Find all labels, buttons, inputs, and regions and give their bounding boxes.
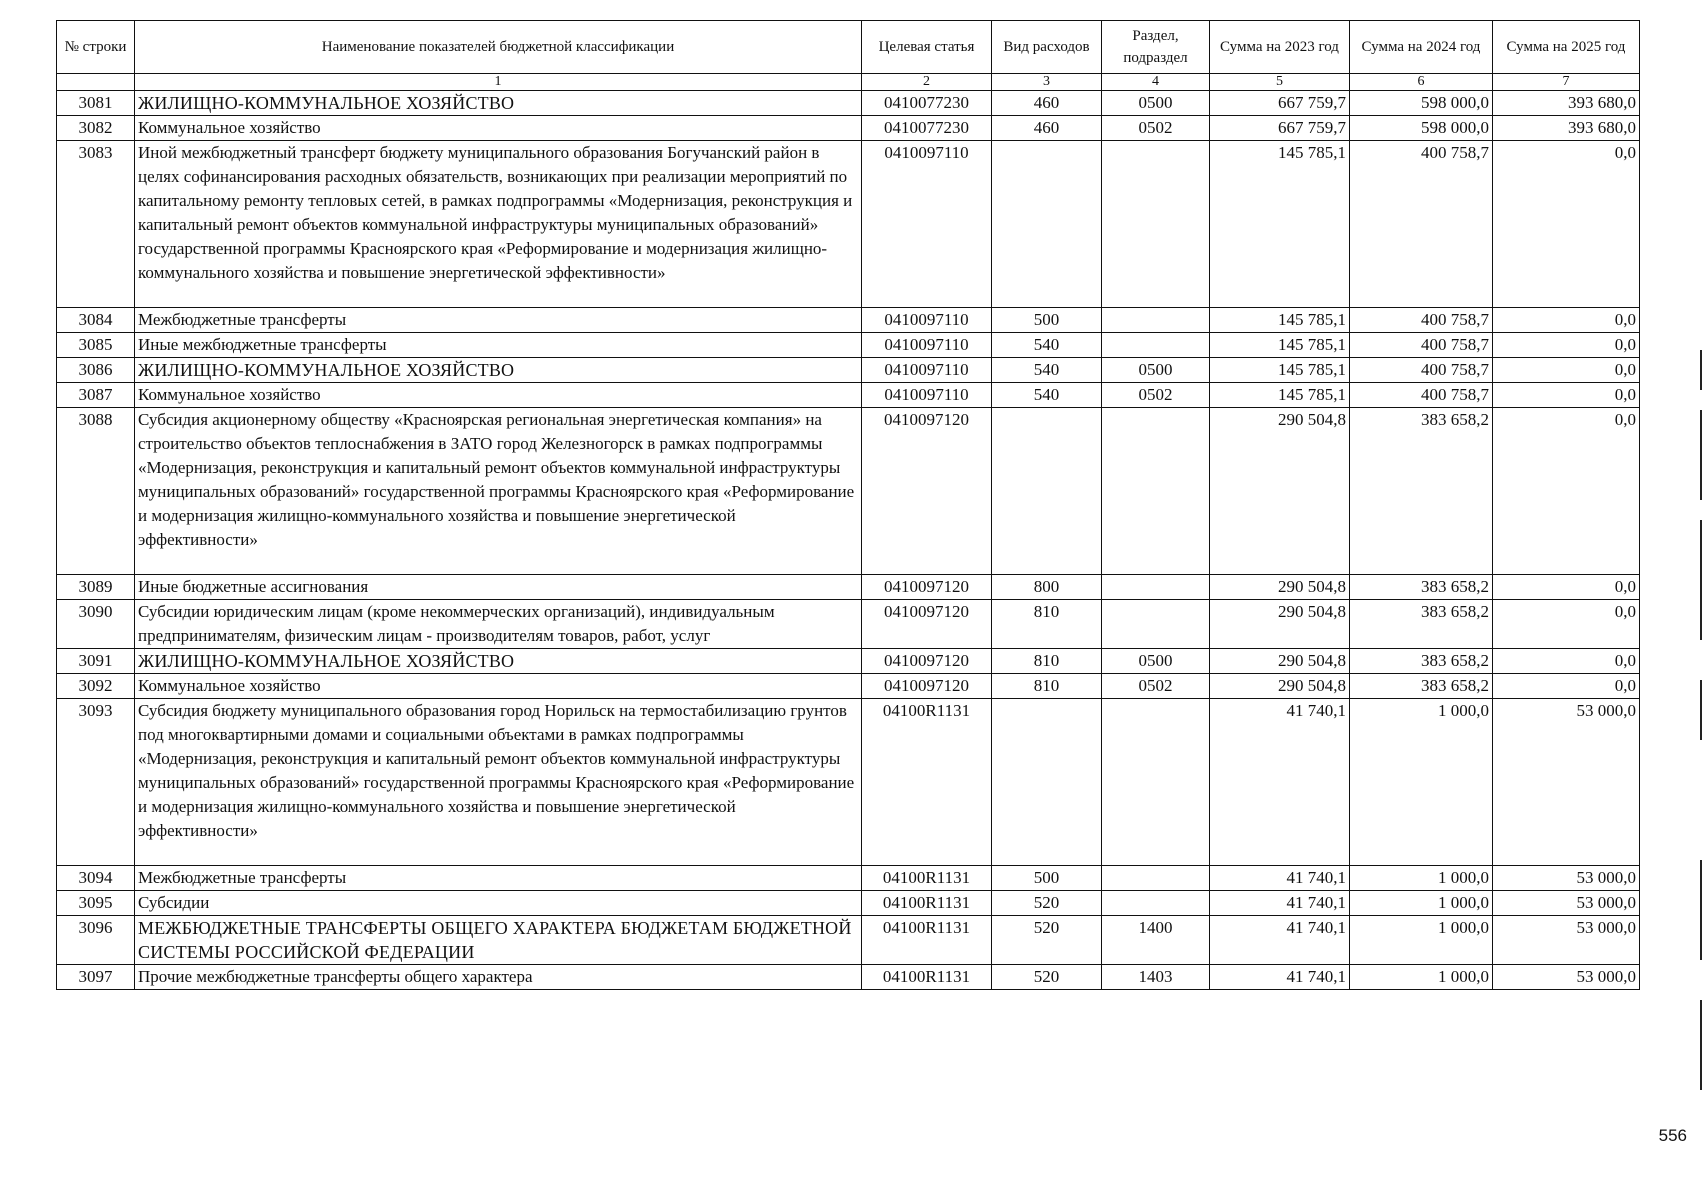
row-section [1102, 333, 1210, 358]
row-section [1102, 600, 1210, 649]
row-number: 3095 [57, 891, 135, 916]
scan-edge-mark [1700, 520, 1702, 640]
row-number: 3084 [57, 308, 135, 333]
table-row [57, 383, 1640, 408]
row-name: Субсидия бюджету муниципального образования город Норильск на термостабилизацию грунтов под многоквартирными домами и социальными объектами в рамках подпрограммы «Модернизация, реконструкция и капитальный ремонт объектов коммунальной инфраструктуры муниципальных образований» государственной программы Красноярского края «Реформирование и модернизация жилищно-коммунального хозяйства и повышение энергетической эффективности» [135, 699, 862, 866]
row-target: 0410097120 [862, 408, 992, 575]
table-row [57, 916, 1640, 965]
row-sum-2023: 290 504,8 [1210, 600, 1350, 649]
row-expense-type: 540 [992, 333, 1102, 358]
row-number: 3083 [57, 141, 135, 308]
row-number: 3082 [57, 116, 135, 141]
row-section: 0502 [1102, 116, 1210, 141]
scan-edge-mark [1700, 350, 1702, 390]
row-target: 0410097110 [862, 383, 992, 408]
table-row [57, 575, 1640, 600]
table-row [57, 699, 1640, 866]
table-header [57, 21, 1640, 91]
table-row [57, 116, 1640, 141]
row-sum-2023: 290 504,8 [1210, 408, 1350, 575]
row-sum-2023: 145 785,1 [1210, 141, 1350, 308]
row-name: Коммунальное хозяйство [135, 116, 862, 141]
table-row [57, 358, 1640, 383]
row-expense-type: 500 [992, 308, 1102, 333]
column-number: 4 [1102, 74, 1210, 91]
table-row [57, 141, 1640, 308]
row-sum-2025: 0,0 [1493, 649, 1640, 674]
row-sum-2024: 400 758,7 [1350, 358, 1493, 383]
row-sum-2024: 383 658,2 [1350, 575, 1493, 600]
row-sum-2025: 53 000,0 [1493, 965, 1640, 990]
row-section: 0502 [1102, 383, 1210, 408]
row-section [1102, 866, 1210, 891]
header-row [57, 21, 1640, 74]
row-sum-2023: 145 785,1 [1210, 383, 1350, 408]
header-target: Целевая статья [862, 21, 992, 74]
row-target: 0410097120 [862, 575, 992, 600]
row-sum-2024: 400 758,7 [1350, 141, 1493, 308]
row-target: 0410097120 [862, 600, 992, 649]
table-row [57, 600, 1640, 649]
row-target: 0410097110 [862, 308, 992, 333]
table-row [57, 408, 1640, 575]
scan-edge-mark [1700, 860, 1702, 960]
row-section: 1400 [1102, 916, 1210, 965]
row-name: Коммунальное хозяйство [135, 383, 862, 408]
row-name: ЖИЛИЩНО-КОММУНАЛЬНОЕ ХОЗЯЙСТВО [135, 649, 862, 674]
header-name: Наименование показателей бюджетной классификации [135, 21, 862, 74]
row-sum-2025: 0,0 [1493, 333, 1640, 358]
row-sum-2023: 145 785,1 [1210, 308, 1350, 333]
row-name: Иные межбюджетные трансферты [135, 333, 862, 358]
row-expense-type: 520 [992, 891, 1102, 916]
table-row [57, 674, 1640, 699]
row-sum-2025: 0,0 [1493, 358, 1640, 383]
row-name: Субсидии [135, 891, 862, 916]
row-expense-type: 460 [992, 116, 1102, 141]
budget-table [56, 20, 1640, 990]
row-number: 3097 [57, 965, 135, 990]
row-section: 0502 [1102, 674, 1210, 699]
table-row [57, 308, 1640, 333]
row-sum-2025: 0,0 [1493, 308, 1640, 333]
row-target: 0410097110 [862, 358, 992, 383]
row-sum-2023: 41 740,1 [1210, 866, 1350, 891]
row-sum-2023: 290 504,8 [1210, 674, 1350, 699]
header-section: Раздел, подраздел [1102, 21, 1210, 74]
row-target: 04100R1131 [862, 965, 992, 990]
table-row [57, 866, 1640, 891]
row-number: 3085 [57, 333, 135, 358]
row-expense-type: 520 [992, 965, 1102, 990]
table-row [57, 891, 1640, 916]
row-section [1102, 141, 1210, 308]
scan-edge-mark [1700, 410, 1702, 500]
row-section [1102, 308, 1210, 333]
column-number: 7 [1493, 74, 1640, 91]
table-row [57, 91, 1640, 116]
column-number: 3 [992, 74, 1102, 91]
row-name: Иной межбюджетный трансферт бюджету муниципального образования Богучанский район в целях софинансирования расходных обязательств, возникающих при реализации мероприятий по капитальному ремонту тепловых сетей, в рамках подпрограммы «Модернизация, реконструкция и капитальный ремонт объектов коммунальной инфраструктуры муниципальных образований» государственной программы Красноярского края «Реформирование и модернизация жилищно-коммунального хозяйства и повышение энергетической эффективности» [135, 141, 862, 308]
row-sum-2023: 41 740,1 [1210, 965, 1350, 990]
row-sum-2024: 400 758,7 [1350, 308, 1493, 333]
row-number: 3090 [57, 600, 135, 649]
row-sum-2025: 393 680,0 [1493, 116, 1640, 141]
row-name: Межбюджетные трансферты [135, 308, 862, 333]
row-sum-2025: 0,0 [1493, 575, 1640, 600]
column-number-row [57, 74, 1640, 91]
page-number: 556 [1658, 1126, 1687, 1145]
row-expense-type: 540 [992, 358, 1102, 383]
row-number: 3091 [57, 649, 135, 674]
row-sum-2025: 53 000,0 [1493, 866, 1640, 891]
row-target: 04100R1131 [862, 891, 992, 916]
row-name: Субсидия акционерному обществу «Красноярская региональная энергетическая компания» на строительство объектов теплоснабжения в ЗАТО город Железногорск в рамках подпрограммы «Модернизация, реконструкция и капитальный ремонт объектов коммунальной инфраструктуры муниципальных образований» государственной программы Красноярского края «Реформирование и модернизация жилищно-коммунального хозяйства и повышение энергетической эффективности» [135, 408, 862, 575]
header-expense-type: Вид расходов [992, 21, 1102, 74]
row-sum-2025: 0,0 [1493, 674, 1640, 699]
row-sum-2025: 53 000,0 [1493, 699, 1640, 866]
row-target: 04100R1131 [862, 699, 992, 866]
row-expense-type: 540 [992, 383, 1102, 408]
column-number: 2 [862, 74, 992, 91]
scan-edge-mark [1700, 680, 1702, 740]
row-section [1102, 575, 1210, 600]
row-number: 3094 [57, 866, 135, 891]
row-sum-2023: 145 785,1 [1210, 358, 1350, 383]
header-sum-2023: Сумма на 2023 год [1210, 21, 1350, 74]
row-name: Прочие межбюджетные трансферты общего характера [135, 965, 862, 990]
column-number: 1 [135, 74, 862, 91]
row-sum-2025: 0,0 [1493, 383, 1640, 408]
row-section: 0500 [1102, 91, 1210, 116]
row-name: Межбюджетные трансферты [135, 866, 862, 891]
row-target: 0410097120 [862, 649, 992, 674]
row-expense-type: 810 [992, 649, 1102, 674]
row-number: 3087 [57, 383, 135, 408]
row-number: 3096 [57, 916, 135, 965]
table-row [57, 333, 1640, 358]
header-sum-2024: Сумма на 2024 год [1350, 21, 1493, 74]
row-sum-2023: 290 504,8 [1210, 649, 1350, 674]
row-sum-2024: 1 000,0 [1350, 965, 1493, 990]
row-name: Субсидии юридическим лицам (кроме некоммерческих организаций), индивидуальным предпринимателям, физическим лицам - производителям товаров, работ, услуг [135, 600, 862, 649]
table-row [57, 649, 1640, 674]
header-sum-2025: Сумма на 2025 год [1493, 21, 1640, 74]
row-number: 3089 [57, 575, 135, 600]
row-sum-2023: 667 759,7 [1210, 91, 1350, 116]
row-expense-type: 800 [992, 575, 1102, 600]
row-expense-type: 500 [992, 866, 1102, 891]
row-section: 0500 [1102, 358, 1210, 383]
row-sum-2024: 1 000,0 [1350, 891, 1493, 916]
row-sum-2024: 400 758,7 [1350, 383, 1493, 408]
scan-edge-mark [1700, 1000, 1702, 1090]
row-sum-2025: 53 000,0 [1493, 916, 1640, 965]
table-row [57, 965, 1640, 990]
row-target: 0410097120 [862, 674, 992, 699]
row-target: 04100R1131 [862, 916, 992, 965]
row-sum-2025: 393 680,0 [1493, 91, 1640, 116]
row-name: ЖИЛИЩНО-КОММУНАЛЬНОЕ ХОЗЯЙСТВО [135, 91, 862, 116]
row-name: Коммунальное хозяйство [135, 674, 862, 699]
row-sum-2023: 41 740,1 [1210, 916, 1350, 965]
row-sum-2023: 667 759,7 [1210, 116, 1350, 141]
row-sum-2024: 383 658,2 [1350, 408, 1493, 575]
column-number: 5 [1210, 74, 1350, 91]
row-section [1102, 408, 1210, 575]
row-sum-2025: 53 000,0 [1493, 891, 1640, 916]
row-number: 3081 [57, 91, 135, 116]
row-section [1102, 699, 1210, 866]
row-number: 3093 [57, 699, 135, 866]
row-sum-2024: 400 758,7 [1350, 333, 1493, 358]
row-sum-2024: 598 000,0 [1350, 91, 1493, 116]
row-sum-2024: 598 000,0 [1350, 116, 1493, 141]
row-sum-2025: 0,0 [1493, 141, 1640, 308]
row-expense-type [992, 408, 1102, 575]
row-sum-2023: 41 740,1 [1210, 891, 1350, 916]
row-sum-2024: 383 658,2 [1350, 649, 1493, 674]
header-row-no: № строки [57, 21, 135, 74]
row-expense-type [992, 141, 1102, 308]
row-name: ЖИЛИЩНО-КОММУНАЛЬНОЕ ХОЗЯЙСТВО [135, 358, 862, 383]
row-sum-2024: 1 000,0 [1350, 916, 1493, 965]
row-number: 3086 [57, 358, 135, 383]
row-target: 0410097110 [862, 333, 992, 358]
table-body [57, 91, 1640, 990]
row-sum-2024: 1 000,0 [1350, 699, 1493, 866]
column-number: 6 [1350, 74, 1493, 91]
row-number: 3092 [57, 674, 135, 699]
row-sum-2023: 290 504,8 [1210, 575, 1350, 600]
row-target: 04100R1131 [862, 866, 992, 891]
row-section: 0500 [1102, 649, 1210, 674]
row-sum-2023: 41 740,1 [1210, 699, 1350, 866]
row-sum-2023: 145 785,1 [1210, 333, 1350, 358]
row-expense-type: 810 [992, 674, 1102, 699]
column-number [57, 74, 135, 91]
row-target: 0410077230 [862, 91, 992, 116]
row-target: 0410077230 [862, 116, 992, 141]
row-name: Иные бюджетные ассигнования [135, 575, 862, 600]
row-expense-type: 460 [992, 91, 1102, 116]
row-sum-2024: 383 658,2 [1350, 600, 1493, 649]
row-sum-2025: 0,0 [1493, 600, 1640, 649]
row-expense-type: 810 [992, 600, 1102, 649]
row-expense-type [992, 699, 1102, 866]
row-target: 0410097110 [862, 141, 992, 308]
row-number: 3088 [57, 408, 135, 575]
row-expense-type: 520 [992, 916, 1102, 965]
row-name: МЕЖБЮДЖЕТНЫЕ ТРАНСФЕРТЫ ОБЩЕГО ХАРАКТЕРА БЮДЖЕТАМ БЮДЖЕТНОЙ СИСТЕМЫ РОССИЙСКОЙ ФЕДЕРАЦИИ [135, 916, 862, 965]
row-sum-2024: 1 000,0 [1350, 866, 1493, 891]
row-sum-2024: 383 658,2 [1350, 674, 1493, 699]
row-section [1102, 891, 1210, 916]
row-sum-2025: 0,0 [1493, 408, 1640, 575]
row-section: 1403 [1102, 965, 1210, 990]
